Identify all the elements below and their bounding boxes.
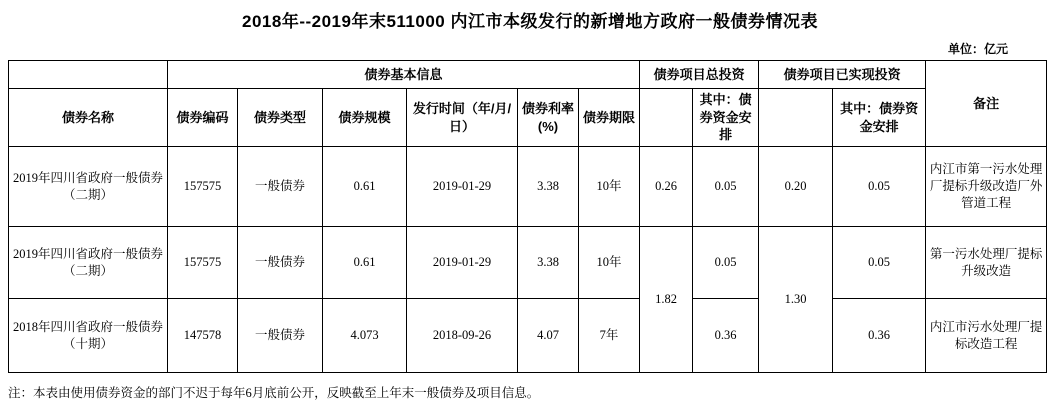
cell-bond-code: 157575 bbox=[168, 147, 238, 227]
cell-bond-name: 2019年四川省政府一般债券（二期） bbox=[9, 147, 168, 227]
cell-bond-type: 一般债券 bbox=[238, 227, 323, 299]
header-remark: 备注 bbox=[926, 61, 1047, 147]
table-row bbox=[9, 147, 1047, 227]
header-row-columns bbox=[9, 89, 1047, 147]
cell-bond-term: 7年 bbox=[579, 299, 640, 373]
cell-remark: 第一污水处理厂提标升级改造 bbox=[926, 227, 1047, 299]
cell-realized-arranged: 0.05 bbox=[833, 147, 926, 227]
cell-bond-code: 147578 bbox=[168, 299, 238, 373]
page-title: 2018年--2019年末511000 内江市本级发行的新增地方政府一般债券情况表 bbox=[242, 12, 818, 31]
header-total-investment-arranged: 其中：债券资金安排 bbox=[693, 89, 759, 147]
cell-bond-rate: 4.07 bbox=[518, 299, 579, 373]
cell-bond-name: 2018年四川省政府一般债券（十期） bbox=[9, 299, 168, 373]
header-bond-type: 债券类型 bbox=[238, 89, 323, 147]
cell-bond-term: 10年 bbox=[579, 227, 640, 299]
cell-bond-scale: 0.61 bbox=[323, 227, 407, 299]
cell-total-investment: 0.26 bbox=[640, 147, 693, 227]
header-empty-topleft bbox=[9, 61, 168, 89]
header-realized-investment-empty bbox=[759, 89, 833, 147]
header-row-groups bbox=[9, 61, 1047, 89]
cell-bond-scale: 0.61 bbox=[323, 147, 407, 227]
cell-bond-scale: 4.073 bbox=[323, 299, 407, 373]
cell-bond-term: 10年 bbox=[579, 147, 640, 227]
cell-realized-arranged: 0.05 bbox=[833, 227, 926, 299]
cell-total-arranged: 0.05 bbox=[693, 227, 759, 299]
header-total-investment-empty bbox=[640, 89, 693, 147]
cell-realized-investment: 0.20 bbox=[759, 147, 833, 227]
cell-issue-date: 2019-01-29 bbox=[407, 147, 518, 227]
header-group-basic-info: 债券基本信息 bbox=[168, 61, 640, 89]
cell-remark: 内江市第一污水处理厂提标升级改造厂外管道工程 bbox=[926, 147, 1047, 227]
header-issue-date: 发行时间（年/月/日） bbox=[407, 89, 518, 147]
cell-bond-rate: 3.38 bbox=[518, 227, 579, 299]
header-bond-name: 债券名称 bbox=[9, 89, 168, 147]
cell-issue-date: 2018-09-26 bbox=[407, 299, 518, 373]
cell-bond-rate: 3.38 bbox=[518, 147, 579, 227]
header-bond-term: 债券期限 bbox=[579, 89, 640, 147]
cell-bond-type: 一般债券 bbox=[238, 147, 323, 227]
table-row bbox=[9, 227, 1047, 299]
header-bond-rate: 债券利率(%) bbox=[518, 89, 579, 147]
header-group-realized-investment: 债券项目已实现投资 bbox=[759, 61, 926, 89]
cell-realized-investment-merged: 1.30 bbox=[759, 227, 833, 373]
header-bond-code: 债券编码 bbox=[168, 89, 238, 147]
bond-table bbox=[8, 60, 1047, 373]
unit-label: 单位：亿元 bbox=[947, 42, 1008, 56]
cell-bond-type: 一般债券 bbox=[238, 299, 323, 373]
cell-issue-date: 2019-01-29 bbox=[407, 227, 518, 299]
table-row bbox=[9, 299, 1047, 373]
cell-total-investment-merged: 1.82 bbox=[640, 227, 693, 373]
cell-bond-code: 157575 bbox=[168, 227, 238, 299]
header-group-total-investment: 债券项目总投资 bbox=[640, 61, 759, 89]
footnote: 注：本表由使用债券资金的部门不迟于每年6月底前公开，反映截至上年末一般债券及项目信息。 bbox=[8, 386, 540, 400]
cell-total-arranged: 0.36 bbox=[693, 299, 759, 373]
cell-remark: 内江市污水处理厂提标改造工程 bbox=[926, 299, 1047, 373]
header-bond-scale: 债券规模 bbox=[323, 89, 407, 147]
cell-realized-arranged: 0.36 bbox=[833, 299, 926, 373]
cell-bond-name: 2019年四川省政府一般债券（二期） bbox=[9, 227, 168, 299]
header-realized-investment-arranged: 其中：债券资金安排 bbox=[833, 89, 926, 147]
cell-total-arranged: 0.05 bbox=[693, 147, 759, 227]
